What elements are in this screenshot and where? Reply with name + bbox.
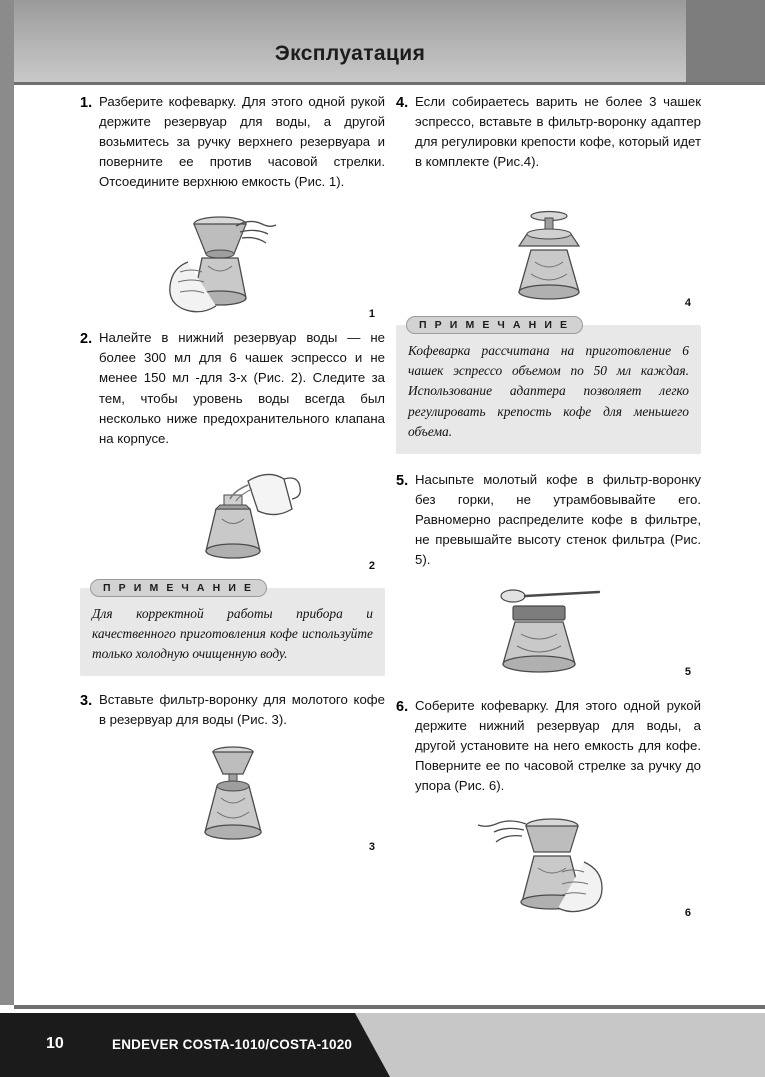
figure-5 [396,580,701,680]
step-2 [80,328,385,448]
step-5-number: 5. [396,472,409,489]
step-1-text: Разберите кофеварку. Для этого одной рукой держите резервуар для воды, а другой возьмитесь за ручку верхнего резервуара и поверните ее против часовой стрелки. Отсоедините верхнюю емкость (Рис. 1). [99,94,385,190]
note-box-left [80,581,385,676]
coffee-maker-funnel-insert-illustration [133,740,333,855]
step-6-text: Соберите кофеварку. Для этого одной рукой держите нижний резервуар для воды, а другой установите на него емкость для кофе. Поверните ее по часовой стрелке за ручку до упора (Рис. 6). [415,698,701,794]
figure-1-caption: 1 [368,308,375,321]
header-divider [14,82,765,85]
step-6-number: 6. [396,699,409,716]
page-footer [0,1005,765,1077]
figure-5-caption: 5 [684,666,691,679]
step-3 [80,690,385,730]
step-5-text: Насыпьте молотый кофе в фильтр-воронку без горки, не утрамбовывайте его. Равномерно распределите кофе в фильтре, не превышайте высоту стенок фильтра (Рис. 5). [415,471,701,568]
note-text-right: Кофеварка рассчитана на приготовление 6 чашек эспрессо объемом по 50 мл каждая. Использование адаптера позволяет легко регулировать крепость кофе для меньшего объема. [408,343,689,439]
step-4 [396,92,701,172]
coffee-maker-assemble-illustration [434,806,664,921]
figure-3 [80,740,385,855]
figure-1 [80,202,385,322]
step-3-text: Вставьте фильтр-воронку для молотого кофе в резервуар для воды (Рис. 3). [99,692,385,728]
header-band [14,0,686,82]
step-6 [396,696,701,796]
footer-divider [14,1005,765,1009]
coffee-maker-pour-water-illustration [128,459,338,574]
step-4-number: 4. [396,95,409,111]
figure-3-caption: 3 [368,841,375,854]
page-number: 10 [46,1035,64,1052]
figure-4-caption: 4 [684,297,691,310]
step-2-number: 2. [80,331,93,348]
right-column [396,92,701,927]
coffee-maker-adapter-illustration [449,206,649,311]
figure-6 [396,806,701,921]
step-5 [396,470,701,570]
figure-4 [396,206,701,311]
step-1-number: 1. [80,95,93,111]
step-3-number: 3. [80,693,93,710]
left-column [80,92,385,861]
step-4-text: Если собираетесь варить не более 3 чашек эспрессо, вставьте в фильтр-воронку адаптер для регулировки крепости кофе, который идет в комплекте (Рис.4). [415,94,701,170]
note-text-left: Для корректной работы прибора и качественного приготовления кофе используйте только холодную очищенную воду. [92,605,373,661]
left-decorative-band [0,0,14,1005]
coffee-maker-disassemble-illustration [128,202,338,322]
note-label-left: П Р И М Е Ч А Н И Е [90,579,267,597]
figure-2 [80,459,385,574]
page-title: Эксплуатация [274,42,426,65]
figure-6-caption: 6 [684,907,691,920]
figure-2-caption: 2 [368,559,375,572]
header-right-block [686,0,765,82]
coffee-maker-spoon-illustration [439,580,659,680]
footer-model-label: ENDEVER COSTA-1010/COSTA-1020 [112,1037,353,1052]
step-2-text: Налейте в нижний резервуар воды — не более 300 мл для 6 чашек эспрессо и не менее 150 мл -для 3-х (Рис. 2). Следите за тем, чтобы уровень воды всегда был несколько ниже предохранительного клапана на корпусе. [99,330,385,446]
note-box-right [396,319,701,454]
step-1 [80,92,385,192]
note-label-right: П Р И М Е Ч А Н И Е [406,316,583,334]
